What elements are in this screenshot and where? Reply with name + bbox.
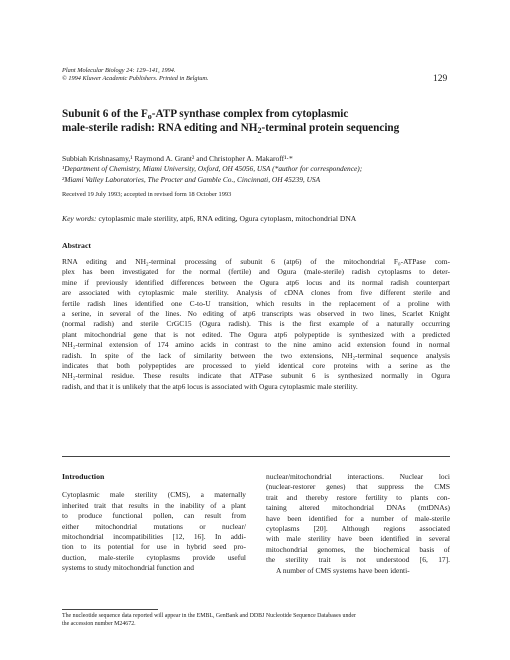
abstract-line: indicates that both polypeptides are processed to yield identical core proteins with a serine as the bbox=[62, 361, 450, 371]
intro-left-line: tion to its potential for use in hybrid seed pro- bbox=[62, 542, 246, 552]
intro-right-line: mitochondrial genomes, the biochemical basis of bbox=[266, 544, 450, 554]
intro-right-line: (nuclear-restorer genes) that suppress the CMS bbox=[266, 482, 450, 492]
intro-right-line: have been identified for a number of male-sterile bbox=[266, 513, 450, 523]
affiliation-2: ²Miami Valley Laboratories, The Procter and Gamble Co., Cincinnati, OH 45239, USA bbox=[62, 174, 321, 184]
abstract-text bbox=[62, 257, 450, 392]
intro-column-right bbox=[266, 472, 450, 576]
intro-left-line: to produce functional pollen, can result from bbox=[62, 511, 246, 521]
abstract-line: fertile radish lines identified one C-to-U transition, which results in the replacement of a proline with bbox=[62, 298, 450, 308]
abstract-line: RNA editing and NH₂-terminal processing of subunit 6 (atp6) of the mitochondrial F₀-ATPase com- bbox=[62, 257, 450, 266]
title-line-1: Subunit 6 of the $F_o$-ATP synthase complex from cytoplasmic bbox=[62, 108, 349, 121]
intro-left-line: Cytoplasmic male sterility (CMS), a maternally bbox=[62, 490, 246, 500]
affiliations bbox=[62, 164, 482, 185]
abstract-heading: Abstract bbox=[62, 241, 92, 250]
journal-citation bbox=[62, 67, 209, 83]
keywords-label: Key words: bbox=[62, 214, 97, 223]
intro-left-line: either mitochondrial mutations or nuclear/ bbox=[62, 521, 246, 531]
author-list: Subbiah Krishnasamy,¹ Raymond A. Grant² and Christopher A. Makaroff¹·* bbox=[62, 154, 293, 163]
abstract-line: NH₂-terminal residue. These results indicate that ATPase subunit 6 is synthesized normally in Ogura bbox=[62, 371, 450, 381]
abstract-line: mine if previously identified differences between the Ogura atp6 locus and its normal radish counterpart bbox=[62, 277, 450, 287]
section-divider bbox=[62, 456, 450, 457]
intro-paragraph-right bbox=[266, 472, 450, 576]
abstract-line: are associated with cytoplasmic male sterility. Analysis of cDNA clones from five different sterile and bbox=[62, 288, 450, 298]
article-title bbox=[62, 107, 462, 135]
abstract-line: radish. In spite of the lack of similarity between the two extensions, NH₂-terminal sequence analysis bbox=[62, 350, 450, 360]
introduction-heading: Introduction bbox=[62, 472, 105, 481]
abstract-line: (normal radish) and sterile CrGC15 (Ogura radish). This is the first example of a naturally occurring bbox=[62, 319, 450, 329]
footnote bbox=[62, 612, 450, 628]
journal-line-1: Plant Molecular Biology 24: 129–141, 1994. bbox=[62, 67, 176, 74]
affiliation-1: ¹Department of Chemistry, Miami University, Oxford, OH 45056, USA (*author for correspondence); bbox=[62, 164, 363, 173]
keywords-text: cytoplasmic male sterility, atp6, RNA editing, Ogura cytoplasm, mitochondrial DNA bbox=[98, 214, 357, 223]
footnote-rule bbox=[62, 609, 158, 610]
intro-paragraph-left bbox=[62, 490, 246, 573]
intro-right-line: A number of CMS systems have been identi- bbox=[276, 565, 410, 575]
abstract-line: NH₂-terminal extension of 174 amino acids in contrast to the nine amino acid extension found in normal bbox=[62, 340, 450, 350]
keywords bbox=[62, 214, 356, 223]
abstract-line: plex has been investigated for the normal (fertile) and Ogura (male-sterile) radish cytoplasms to deter- bbox=[62, 267, 450, 277]
intro-right-line: cytoplasms [20]. Although regions associated bbox=[266, 524, 450, 534]
title-line-2: male-sterile radish: RNA editing and $NH_2$-terminal protein sequencing bbox=[62, 122, 400, 135]
page-number: 129 bbox=[433, 74, 448, 84]
intro-left-line: mitochondrial incompatibilities [12, 16]. In addi- bbox=[62, 532, 246, 542]
intro-column-left bbox=[62, 472, 246, 574]
intro-right-line: the sterility trait is not understood [6, 17]. bbox=[266, 555, 450, 565]
footnote-line-1: The nucleotide sequence data reported will appear in the EMBL, GenBank and DDBJ Nucleotide Sequence Databases under bbox=[62, 613, 356, 619]
abstract-line: radish, and that it is unlikely that the atp6 locus is associated with Ogura cytoplasmic male sterility. bbox=[62, 381, 358, 391]
intro-left-line: inherited trait that results in the inability of a plant bbox=[62, 500, 246, 510]
abstract-line: a serine, in several of the lines. No editing of atp6 transcripts was observed in two lines, Scarlet Knight bbox=[62, 309, 450, 319]
intro-right-line: nuclear/mitochondrial interactions. Nuclear loci bbox=[266, 472, 450, 481]
abstract-body bbox=[62, 257, 450, 392]
journal-line-2: © 1994 Kluwer Academic Publishers. Printed in Belgium. bbox=[62, 75, 209, 83]
intro-right-line: with male sterility have been identified in several bbox=[266, 534, 450, 544]
intro-left-line: systems to study mitochondrial function and bbox=[62, 563, 195, 573]
received-date: Received 19 July 1993; accepted in revised form 18 October 1993 bbox=[62, 191, 232, 198]
footnote-line-2: the accession number M24672. bbox=[62, 621, 136, 627]
intro-right-line: trait and thereby restore fertility to plants con- bbox=[266, 492, 450, 502]
intro-left-line: duction, male-sterile cytoplasms provide useful bbox=[62, 552, 246, 562]
intro-right-line: taining altered mitochondrial DNAs (mtDNAs) bbox=[266, 503, 450, 513]
abstract-line: plant mitochondrial gene that is not edited. The Ogura atp6 polypeptide is synthesized with a predicted bbox=[62, 329, 450, 339]
